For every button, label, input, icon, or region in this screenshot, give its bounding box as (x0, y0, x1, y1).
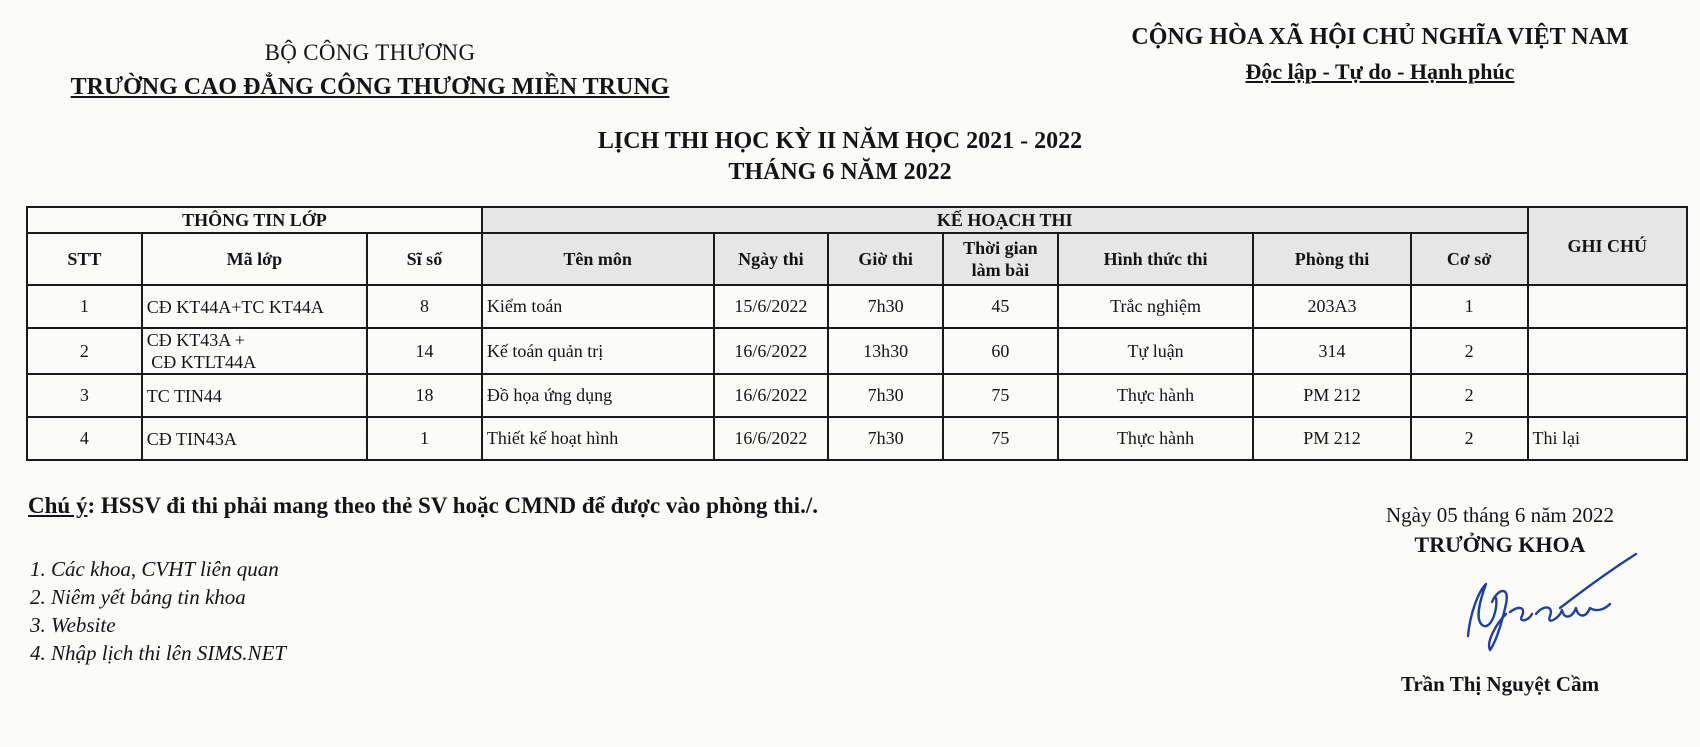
cell-subject: Kiểm toán (482, 285, 714, 328)
table-row (27, 328, 1687, 374)
cell-note (1528, 374, 1687, 417)
title-line-2: THÁNG 6 NĂM 2022 (728, 159, 952, 185)
cell-stt: 1 (27, 285, 142, 328)
list-item: 1. Các khoa, CVHT liên quan (30, 557, 279, 581)
cell-date: 16/6/2022 (714, 417, 829, 460)
cell-time: 13h30 (828, 328, 943, 374)
notice-label: Chú ý (28, 493, 88, 518)
cell-size: 1 (367, 417, 482, 460)
class-code-line: CĐ TIN43A (146, 428, 237, 449)
national-header (1100, 24, 1660, 85)
cell-class-code (142, 417, 367, 460)
cell-time: 7h30 (828, 285, 943, 328)
cell-room: PM 212 (1253, 374, 1410, 417)
group-header-exam-plan: KẾ HOẠCH THI (482, 207, 1528, 233)
col-header-date: Ngày thi (714, 233, 829, 285)
class-code-line: CĐ KT44A+TC KT44A (146, 296, 324, 317)
cell-subject: Thiết kế hoạt hình (482, 417, 714, 460)
cell-duration: 45 (943, 285, 1058, 328)
signer-role: TRƯỞNG KHOA (1414, 532, 1586, 557)
cell-campus: 2 (1411, 328, 1528, 374)
cell-time: 7h30 (828, 417, 943, 460)
signer-name: Trần Thị Nguyệt Cầm (1400, 672, 1600, 696)
list-item: 2. Niêm yết bảng tin khoa (30, 585, 246, 609)
cell-date: 15/6/2022 (714, 285, 829, 328)
school-name: TRƯỜNG CAO ĐẲNG CÔNG THƯƠNG MIỀN TRUNG (70, 74, 670, 100)
cell-stt: 2 (27, 328, 142, 374)
cell-class-code (142, 285, 367, 328)
table-row (27, 285, 1687, 328)
col-header-room: Phòng thi (1253, 233, 1410, 285)
cell-duration: 75 (943, 417, 1058, 460)
cell-size: 8 (367, 285, 482, 328)
cell-room: PM 212 (1253, 417, 1410, 460)
table-row (27, 374, 1687, 417)
cell-duration: 75 (943, 374, 1058, 417)
notice (28, 493, 818, 519)
class-code-line: TC TIN44 (146, 385, 222, 406)
exam-schedule-table (26, 206, 1688, 461)
issuer-block (40, 38, 700, 101)
ministry-name: BỘ CÔNG THƯƠNG (264, 40, 476, 65)
cell-note (1528, 328, 1687, 374)
col-header-campus: Cơ sở (1411, 233, 1528, 285)
national-motto: Độc lập - Tự do - Hạnh phúc (1245, 59, 1515, 84)
cell-subject: Kế toán quản trị (482, 328, 714, 374)
cell-time: 7h30 (828, 374, 943, 417)
col-header-subject: Tên môn (482, 233, 714, 285)
col-header-duration: Thời gian làm bài (943, 233, 1058, 285)
cell-class-code (142, 328, 367, 374)
cell-class-code (142, 374, 367, 417)
cell-room: 203A3 (1253, 285, 1410, 328)
cell-date: 16/6/2022 (714, 328, 829, 374)
cell-size: 14 (367, 328, 482, 374)
cell-room: 314 (1253, 328, 1410, 374)
col-header-stt: STT (27, 233, 142, 285)
cell-size: 18 (367, 374, 482, 417)
cell-campus: 2 (1411, 417, 1528, 460)
list-item: 3. Website (30, 613, 116, 637)
group-header-class-info: THÔNG TIN LỚP (27, 207, 482, 233)
cell-campus: 1 (1411, 285, 1528, 328)
col-header-class-code: Mã lớp (142, 233, 367, 285)
cell-note (1528, 285, 1687, 328)
cell-stt: 4 (27, 417, 142, 460)
cell-format: Tự luận (1058, 328, 1254, 374)
handwritten-signature (1440, 548, 1640, 658)
recipient-list (30, 555, 286, 667)
cell-note: Thi lại (1528, 417, 1687, 460)
col-header-time: Giờ thi (828, 233, 943, 285)
cell-stt: 3 (27, 374, 142, 417)
class-code-line: CĐ KT43A + (146, 330, 245, 350)
class-code-line: CĐ KTLT44A (146, 352, 257, 372)
signing-date: Ngày 05 tháng 6 năm 2022 (1385, 503, 1615, 527)
col-header-note: GHI CHÚ (1528, 207, 1687, 285)
cell-format: Thực hành (1058, 374, 1254, 417)
country-name: CỘNG HÒA XÃ HỘI CHỦ NGHĨA VIỆT NAM (1131, 24, 1629, 50)
notice-text: : HSSV đi thi phải mang theo thẻ SV hoặc CMND để được vào phòng thi./. (87, 493, 818, 518)
cell-date: 16/6/2022 (714, 374, 829, 417)
cell-subject: Đồ họa ứng dụng (482, 374, 714, 417)
title-line-1: LỊCH THI HỌC KỲ II NĂM HỌC 2021 - 2022 (597, 128, 1083, 154)
col-header-format: Hình thức thi (1058, 233, 1254, 285)
cell-format: Trắc nghiệm (1058, 285, 1254, 328)
table-row (27, 417, 1687, 460)
list-item: 4. Nhập lịch thi lên SIMS.NET (30, 641, 287, 665)
col-header-size: Sĩ số (367, 233, 482, 285)
cell-format: Thực hành (1058, 417, 1254, 460)
cell-duration: 60 (943, 328, 1058, 374)
document-title (540, 126, 1140, 188)
cell-campus: 2 (1411, 374, 1528, 417)
